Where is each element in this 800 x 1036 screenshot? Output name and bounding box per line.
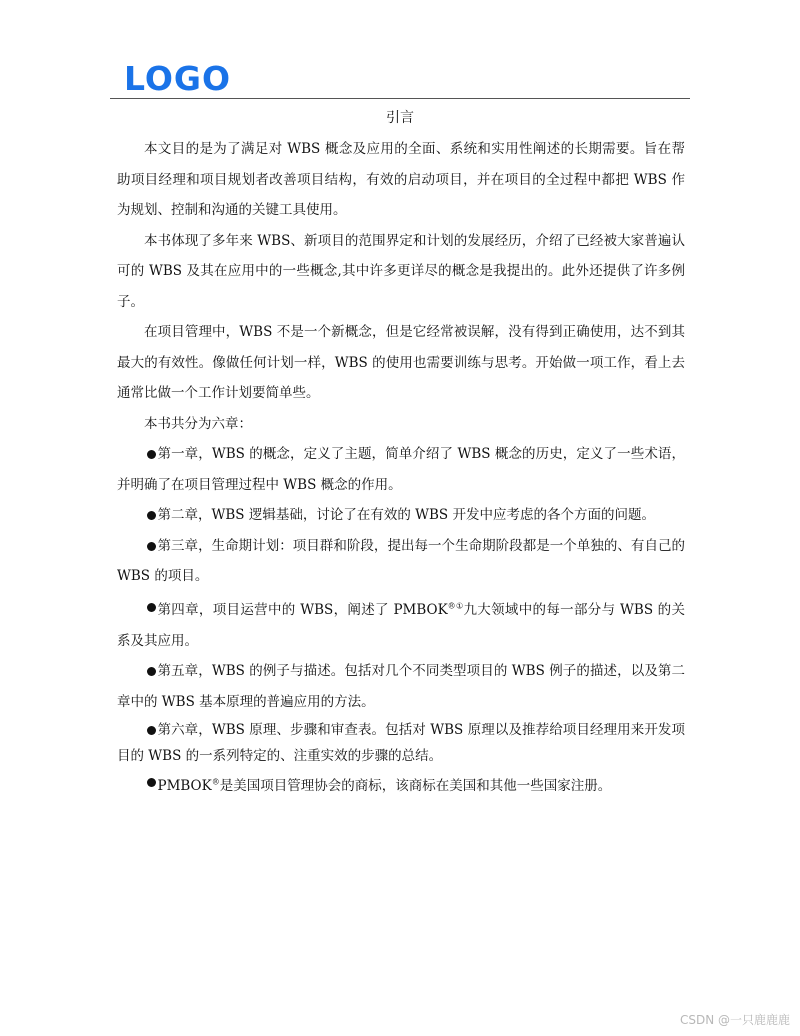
bullet-text (117, 602, 685, 649)
bullet-text-after: 是美国项目管理协会的商标，该商标在美国和其他一些国家注册。 (219, 777, 612, 794)
bullet-dot-icon (147, 603, 156, 612)
page-title: 引言 (386, 110, 414, 126)
csdn-watermark: CSDN @一只鹿鹿鹿 (679, 1013, 790, 1027)
chapter-bullet-5 (117, 656, 685, 717)
chapter-bullet-4 (117, 592, 685, 657)
chapter-bullet-1 (117, 439, 685, 500)
bullet-text: 第五章，WBS 的例子与描述。包括对几个不同类型项目的 WBS 例子的描述，以及第二章中的 WBS 基本原理的普遍应用的方法。 (117, 663, 685, 710)
registered-mark: ® (211, 777, 220, 786)
bullet-text: 第三章，生命期计划：项目群和阶段，提出每一个生命期阶段都是一个单独的、有自己的 WBS 的项目。 (117, 537, 685, 584)
bullet-text-before: PMBOK (157, 777, 212, 794)
bullet-text: 第二章，WBS 逻辑基础，讨论了在有效的 WBS 开发中应考虑的各个方面的问题。 (157, 507, 655, 523)
registered-footnote-mark: ®① (447, 601, 464, 611)
intro-paragraph-experience: 本书体现了多年来 WBS、新项目的范围界定和计划的发展经历，介绍了已经被大家普遍认可的 WBS 及其在应用中的一些概念,其中许多更详尽的概念是我提出的。此外还提供了许多例子。 (117, 232, 685, 310)
header-divider (110, 98, 690, 99)
chapter-bullet-6 (117, 717, 685, 769)
bullet-text-before: 第四章，项目运营中的 WBS，阐述了 PMBOK (157, 602, 448, 618)
bullet-text-after: 九大领域中的每一部分与 WBS 的关系及其应用。 (117, 602, 685, 649)
intro-paragraph-misunderstanding: 在项目管理中，WBS 不是一个新概念，但是它经常被误解，没有得到正确使用，达不到其最大的有效性。像做任何计划一样，WBS 的使用也需要训练与思考。开始做一项工作，看上去通常比做一个工作计划要简单些。 (117, 324, 685, 401)
bullet-text (141, 778, 611, 794)
chapter-bullet-3 (117, 531, 685, 592)
bullet-dot-icon (147, 667, 156, 676)
chapter-bullet-2 (117, 500, 685, 531)
document-body (117, 134, 685, 799)
bullet-text: 第六章，WBS 原理、步骤和审查表。包括对 WBS 原理以及推荐给项目经理用来开发项目的 WBS 的一系列特定的、注重实效的步骤的总结。 (117, 722, 685, 764)
bullet-text: 第一章，WBS 的概念，定义了主题，简单介绍了 WBS 概念的历史，定义了一些术语，并明确了在项目管理过程中 WBS 概念的作用。 (117, 446, 685, 493)
bullet-dot-icon (147, 511, 156, 520)
bullet-dot-icon (147, 778, 156, 787)
bullet-dot-icon (147, 726, 156, 735)
trademark-note-bullet (117, 769, 685, 799)
bullet-dot-icon (147, 450, 156, 459)
bullet-dot-icon (147, 542, 156, 551)
logo: LOGO (124, 59, 232, 98)
intro-paragraph-chapters: 本书共分为六章： (144, 415, 252, 432)
intro-paragraph-purpose: 本文目的是为了满足对 WBS 概念及应用的全面、系统和实用性阐述的长期需要。旨在帮助项目经理和项目规划者改善项目结构，有效的启动项目，并在项目的全过程中都把 WBS 作为规划、控制和沟通的关键工具使用。 (117, 141, 685, 218)
